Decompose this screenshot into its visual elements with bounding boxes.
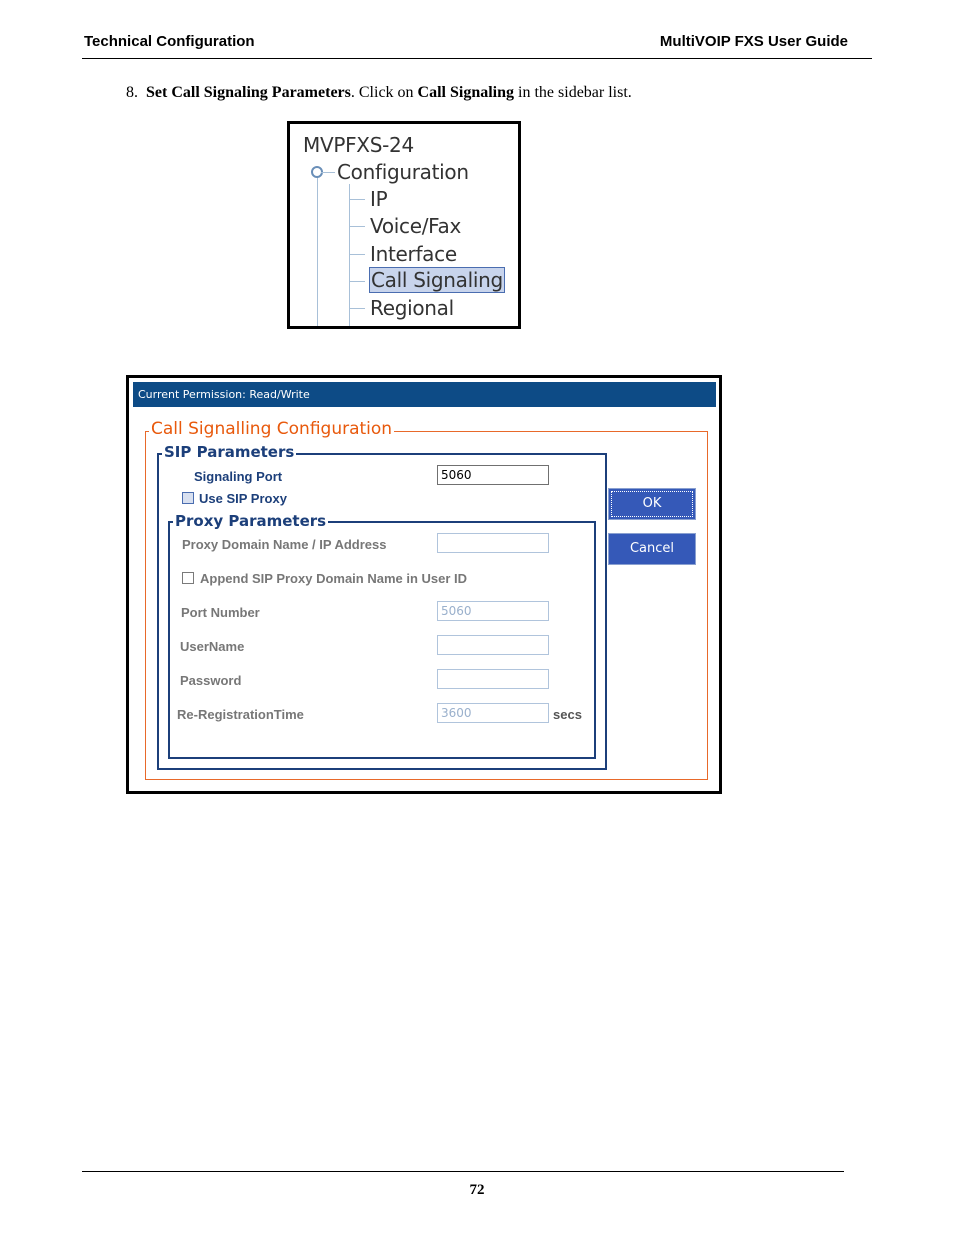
tree-item-regional[interactable]: Regional (370, 296, 454, 320)
group-title: Call Signalling Configuration (151, 419, 393, 439)
header-divider (82, 58, 872, 59)
append-domain-checkbox[interactable] (182, 572, 194, 584)
reregistration-unit: secs (553, 707, 582, 722)
password-input[interactable] (437, 669, 549, 689)
use-sip-proxy-label: Use SIP Proxy (199, 491, 287, 506)
page-number: 72 (469, 1182, 485, 1198)
step-instruction (126, 84, 632, 102)
username-label: UserName (180, 639, 245, 654)
step-text-a: . Click on (350, 84, 418, 101)
sidebar-tree-screenshot (287, 121, 521, 329)
cancel-button[interactable]: Cancel (608, 533, 696, 565)
permission-bar: Current Permission: Read/Write (133, 382, 716, 407)
password-label: Password (180, 673, 242, 688)
tree-item-interface[interactable]: Interface (370, 242, 457, 266)
tree-root[interactable]: MVPFXS-24 (303, 133, 414, 157)
tree-item-voice-fax[interactable]: Voice/Fax (370, 214, 462, 238)
username-input[interactable] (437, 635, 549, 655)
proxy-parameters-title: Proxy Parameters (175, 512, 327, 530)
proxy-domain-label: Proxy Domain Name / IP Address (182, 537, 387, 552)
tree-connector (349, 254, 365, 255)
step-link: Call Signaling (417, 84, 515, 101)
signaling-port-input[interactable]: 5060 (437, 465, 549, 485)
port-number-label: Port Number (181, 605, 260, 620)
running-header-right: MultiVOIP FXS User Guide (659, 33, 848, 50)
signaling-port-label: Signaling Port (194, 469, 283, 484)
tree-item-call-signaling[interactable]: Call Signaling (371, 268, 503, 292)
tree-connector (321, 172, 335, 173)
call-signalling-dialog (126, 375, 722, 794)
tree-connector (349, 281, 365, 282)
reregistration-input[interactable]: 3600 (437, 703, 549, 723)
running-header-left: Technical Configuration (84, 33, 255, 50)
sip-parameters-title: SIP Parameters (164, 443, 295, 461)
append-domain-label: Append SIP Proxy Domain Name in User ID (200, 571, 468, 586)
tree-connector (349, 226, 365, 227)
tree-item-configuration[interactable]: Configuration (337, 160, 469, 184)
tree-connector (349, 199, 365, 200)
tree-line-child (349, 184, 350, 328)
step-text-b: in the sidebar list. (514, 84, 632, 101)
tree-item-ip[interactable]: IP (370, 187, 388, 211)
proxy-domain-input[interactable] (437, 533, 549, 553)
ok-button[interactable]: OK (608, 488, 696, 520)
reregistration-label: Re-RegistrationTime (177, 707, 304, 722)
step-number: 8. (126, 84, 138, 101)
tree-connector (349, 308, 365, 309)
tree-line-main (317, 168, 318, 328)
footer-divider (82, 1171, 844, 1172)
use-sip-proxy-checkbox[interactable] (182, 492, 194, 504)
port-number-input[interactable]: 5060 (437, 601, 549, 621)
step-title: Set Call Signaling Parameters (146, 84, 351, 101)
